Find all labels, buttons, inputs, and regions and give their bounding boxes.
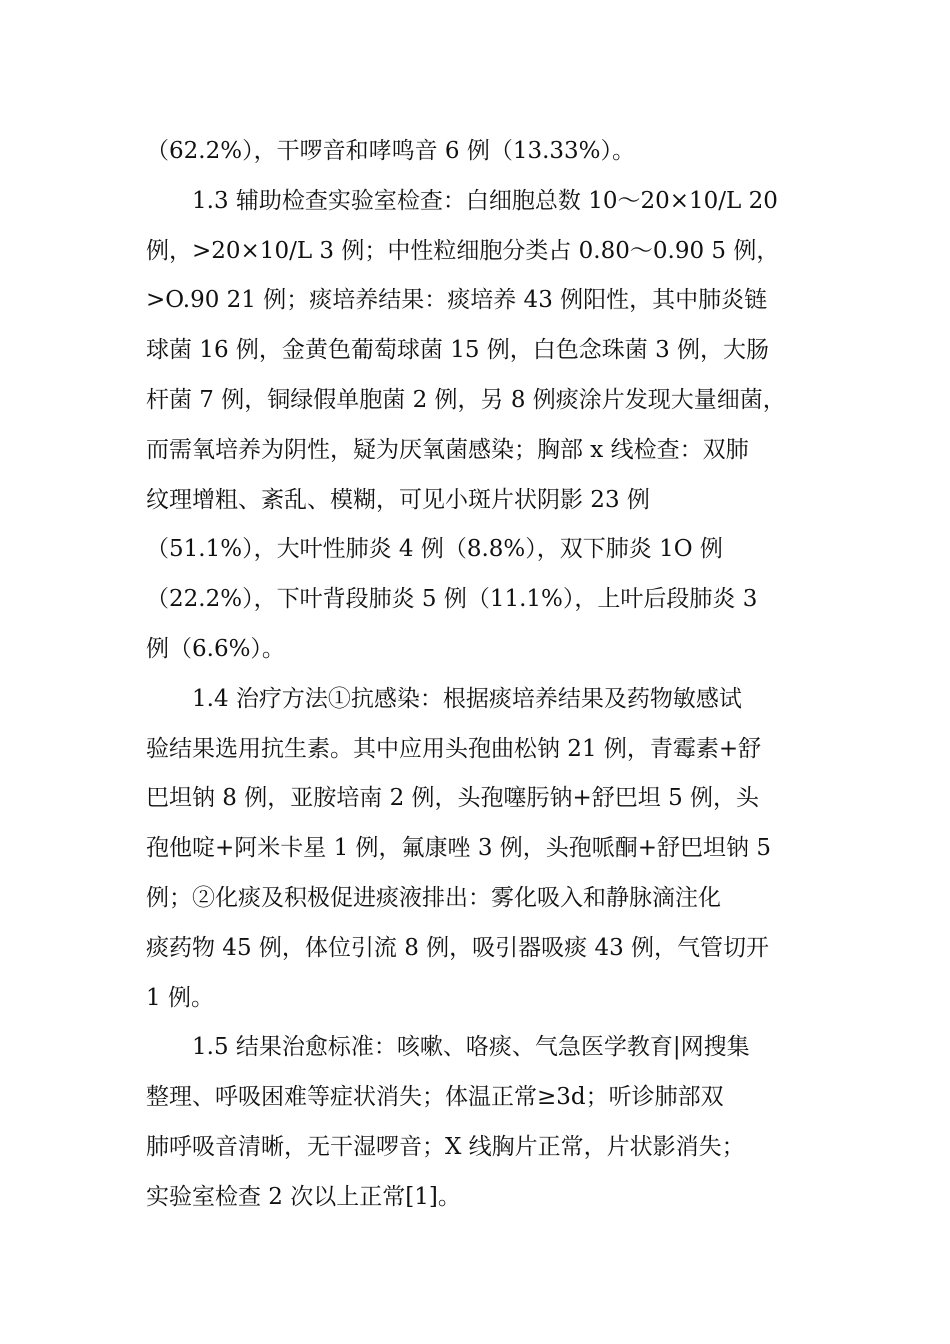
section-1-3-heading-line: 1.3 辅助检查实验室检查：白细胞总数 10～20×10/L 20 [192, 187, 778, 214]
text-line: 例，>20×10/L 3 例；中性粒细胞分类占 0.80～0.90 5 例， [146, 237, 780, 264]
text-line: 杆菌 7 例，铜绿假单胞菌 2 例，另 8 例痰涂片发现大量细菌， [146, 386, 786, 413]
text-line: 例；②化痰及积极促进痰液排出：雾化吸入和静脉滴注化 [146, 884, 721, 911]
text-line: （22.2%），下叶背段肺炎 5 例（11.1%），上叶后段肺炎 3 [146, 586, 758, 613]
text-line: 验结果选用抗生素。其中应用头孢曲松钠 21 例，青霉素+舒 [146, 735, 762, 762]
text-line: 纹理增粗、紊乱、模糊，可见小斑片状阴影 23 例 [146, 486, 650, 513]
text-line: 例（6.6%）。 [146, 635, 285, 662]
text-line: 巴坦钠 8 例，亚胺培南 2 例，头孢噻肟钠+舒巴坦 5 例，头 [146, 785, 760, 812]
body-text [146, 127, 821, 1223]
section-1-4-heading-line: 1.4 治疗方法①抗感染：根据痰培养结果及药物敏感试 [192, 685, 742, 712]
text-line: （62.2%），干啰音和哮鸣音 6 例（13.33%）。 [146, 138, 636, 164]
text-line: 而需氧培养为阴性，疑为厌氧菌感染；胸部 x 线检查：双肺 [146, 436, 749, 463]
section-1-5-heading-line: 1.5 结果治愈标准：咳嗽、咯痰、气急医学教育|网搜集 [192, 1034, 750, 1061]
text-line: 肺呼吸音清晰，无干湿啰音；X 线胸片正常，片状影消失； [146, 1133, 745, 1160]
text-line: 痰药物 45 例，体位引流 8 例，吸引器吸痰 43 例，气管切开 [146, 934, 770, 961]
text-line: 实验室检查 2 次以上正常[1]。 [146, 1183, 461, 1210]
text-line: >O.90 21 例；痰培养结果：痰培养 43 例阳性，其中肺炎链 [146, 287, 768, 314]
text-line: （51.1%），大叶性肺炎 4 例（8.8%），双下肺炎 1O 例 [146, 536, 723, 563]
text-line: 球菌 16 例，金黄色葡萄球菌 15 例，白色念珠菌 3 例，大肠 [146, 337, 770, 364]
text-line: 整理、呼吸困难等症状消失；体温正常≥3d；听诊肺部双 [146, 1084, 724, 1111]
text-line: 孢他啶+阿米卡星 1 例，氟康唑 3 例，头孢哌酮+舒巴坦钠 5 [146, 835, 771, 862]
text-line: 1 例。 [146, 984, 214, 1011]
